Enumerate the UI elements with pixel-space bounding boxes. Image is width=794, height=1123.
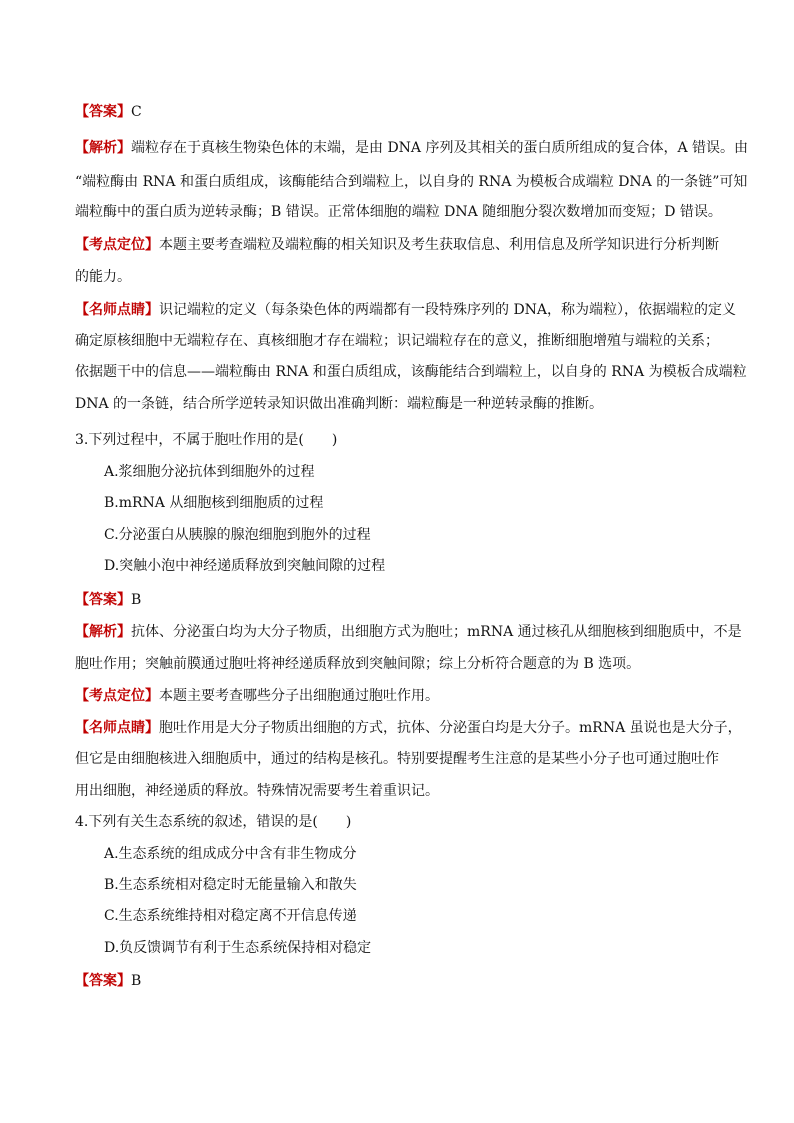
teacher-text: 确定原核细胞中无端粒存在、真核细胞才存在端粒；识记端粒存在的意义，推断细胞增殖与端粒的关系； [75, 333, 719, 349]
option-a: A.浆细胞分泌抗体到细胞外的过程 [104, 464, 315, 480]
option-c: C.生态系统维持相对稳定离不开信息传递 [104, 908, 357, 924]
analysis-text: 胞吐作用；突触前膜通过胞吐将神经递质释放到突触间隙；综上分析符合题意的为 B 选项。 [75, 656, 641, 672]
teacher-text: 用出细胞，神经递质的释放。特殊情况需要考生着重识记。 [75, 783, 439, 799]
point-label: 【考点定位】 [75, 237, 159, 253]
analysis-text: 端粒酶中的蛋白质为逆转录酶；B 错误。正常体细胞的端粒 DNA 随细胞分裂次数增加而变短；D 错误。 [75, 204, 722, 220]
teacher-line [75, 395, 735, 413]
teacher-line [75, 719, 742, 737]
point-line [75, 687, 735, 705]
teacher-line [75, 363, 747, 381]
option-b: B.生态系统相对稳定时无能量输入和散失 [104, 877, 357, 893]
answer-line-q3 [75, 591, 735, 609]
teacher-line [75, 332, 735, 350]
analysis-label: 【解析】 [75, 624, 131, 640]
teacher-text: 依据题干中的信息——端粒酶由 RNA 和蛋白质组成，该酶能结合到端粒上，以自身的 RNA 为模板合成端粒 [75, 364, 747, 380]
analysis-line [75, 623, 742, 641]
analysis-text: 端粒存在于真核生物染色体的末端，是由 DNA 序列及其相关的蛋白质所组成的复合体，A 错误。由 [131, 140, 749, 156]
point-line [75, 236, 735, 254]
point-label: 【考点定位】 [75, 688, 159, 704]
teacher-text: 识记端粒的定义（每条染色体的两端都有一段特殊序列的 DNA，称为端粒），依据端粒的定义 [159, 302, 737, 318]
teacher-text: DNA 的一条链，结合所学逆转录知识做出准确判断：端粒酶是一种逆转录酶的推断。 [75, 396, 604, 412]
question-stem: 4.下列有关生态系统的叙述，错误的是( ) [75, 814, 352, 830]
teacher-line [75, 301, 735, 319]
answer-line-q4 [75, 972, 735, 990]
teacher-line [75, 782, 735, 800]
option-d: D.突触小泡中神经递质释放到突触间隙的过程 [104, 558, 386, 574]
question-stem: 3.下列过程中，不属于胞吐作用的是( ) [75, 432, 338, 448]
answer-line-q2 [75, 103, 735, 121]
answer-label: 【答案】 [75, 973, 131, 989]
point-line [75, 268, 735, 286]
analysis-label: 【解析】 [75, 140, 131, 156]
point-text: 本题主要考查端粒及端粒酶的相关知识及考生获取信息、利用信息及所学知识进行分析判断 [159, 237, 719, 253]
option-d: D.负反馈调节有利于生态系统保持相对稳定 [104, 940, 372, 956]
analysis-text: “端粒酶由 RNA 和蛋白质组成，该酶能结合到端粒上，以自身的 RNA 为模板合成端粒 DNA 的一条链”可知 [75, 174, 748, 190]
analysis-line [75, 139, 749, 157]
teacher-text: 胞吐作用是大分子物质出细胞的方式，抗体、分泌蛋白均是大分子。mRNA 虽说也是大分子， [159, 720, 742, 736]
analysis-line [75, 173, 748, 191]
point-text: 的能力。 [75, 269, 131, 285]
option-b: B.mRNA 从细胞核到细胞质的过程 [104, 495, 324, 511]
teacher-line [75, 750, 735, 768]
teacher-label: 【名师点睛】 [75, 302, 159, 318]
answer-value: C [131, 104, 142, 120]
answer-label: 【答案】 [75, 104, 131, 120]
teacher-label: 【名师点睛】 [75, 720, 159, 736]
analysis-line [75, 655, 735, 673]
answer-value: B [131, 973, 142, 989]
teacher-text: 但它是由细胞核进入细胞质中，通过的结构是核孔。特别要提醒考生注意的是某些小分子也可通过胞吐作 [75, 751, 719, 767]
option-a: A.生态系统的组成成分中含有非生物成分 [104, 846, 357, 862]
answer-value: B [131, 592, 142, 608]
option-c: C.分泌蛋白从胰腺的腺泡细胞到胞外的过程 [104, 527, 371, 543]
answer-label: 【答案】 [75, 592, 131, 608]
analysis-line [75, 203, 735, 221]
analysis-text: 抗体、分泌蛋白均为大分子物质，出细胞方式为胞吐；mRNA 通过核孔从细胞核到细胞质中，不是 [131, 624, 742, 640]
point-text: 本题主要考查哪些分子出细胞通过胞吐作用。 [159, 688, 439, 704]
